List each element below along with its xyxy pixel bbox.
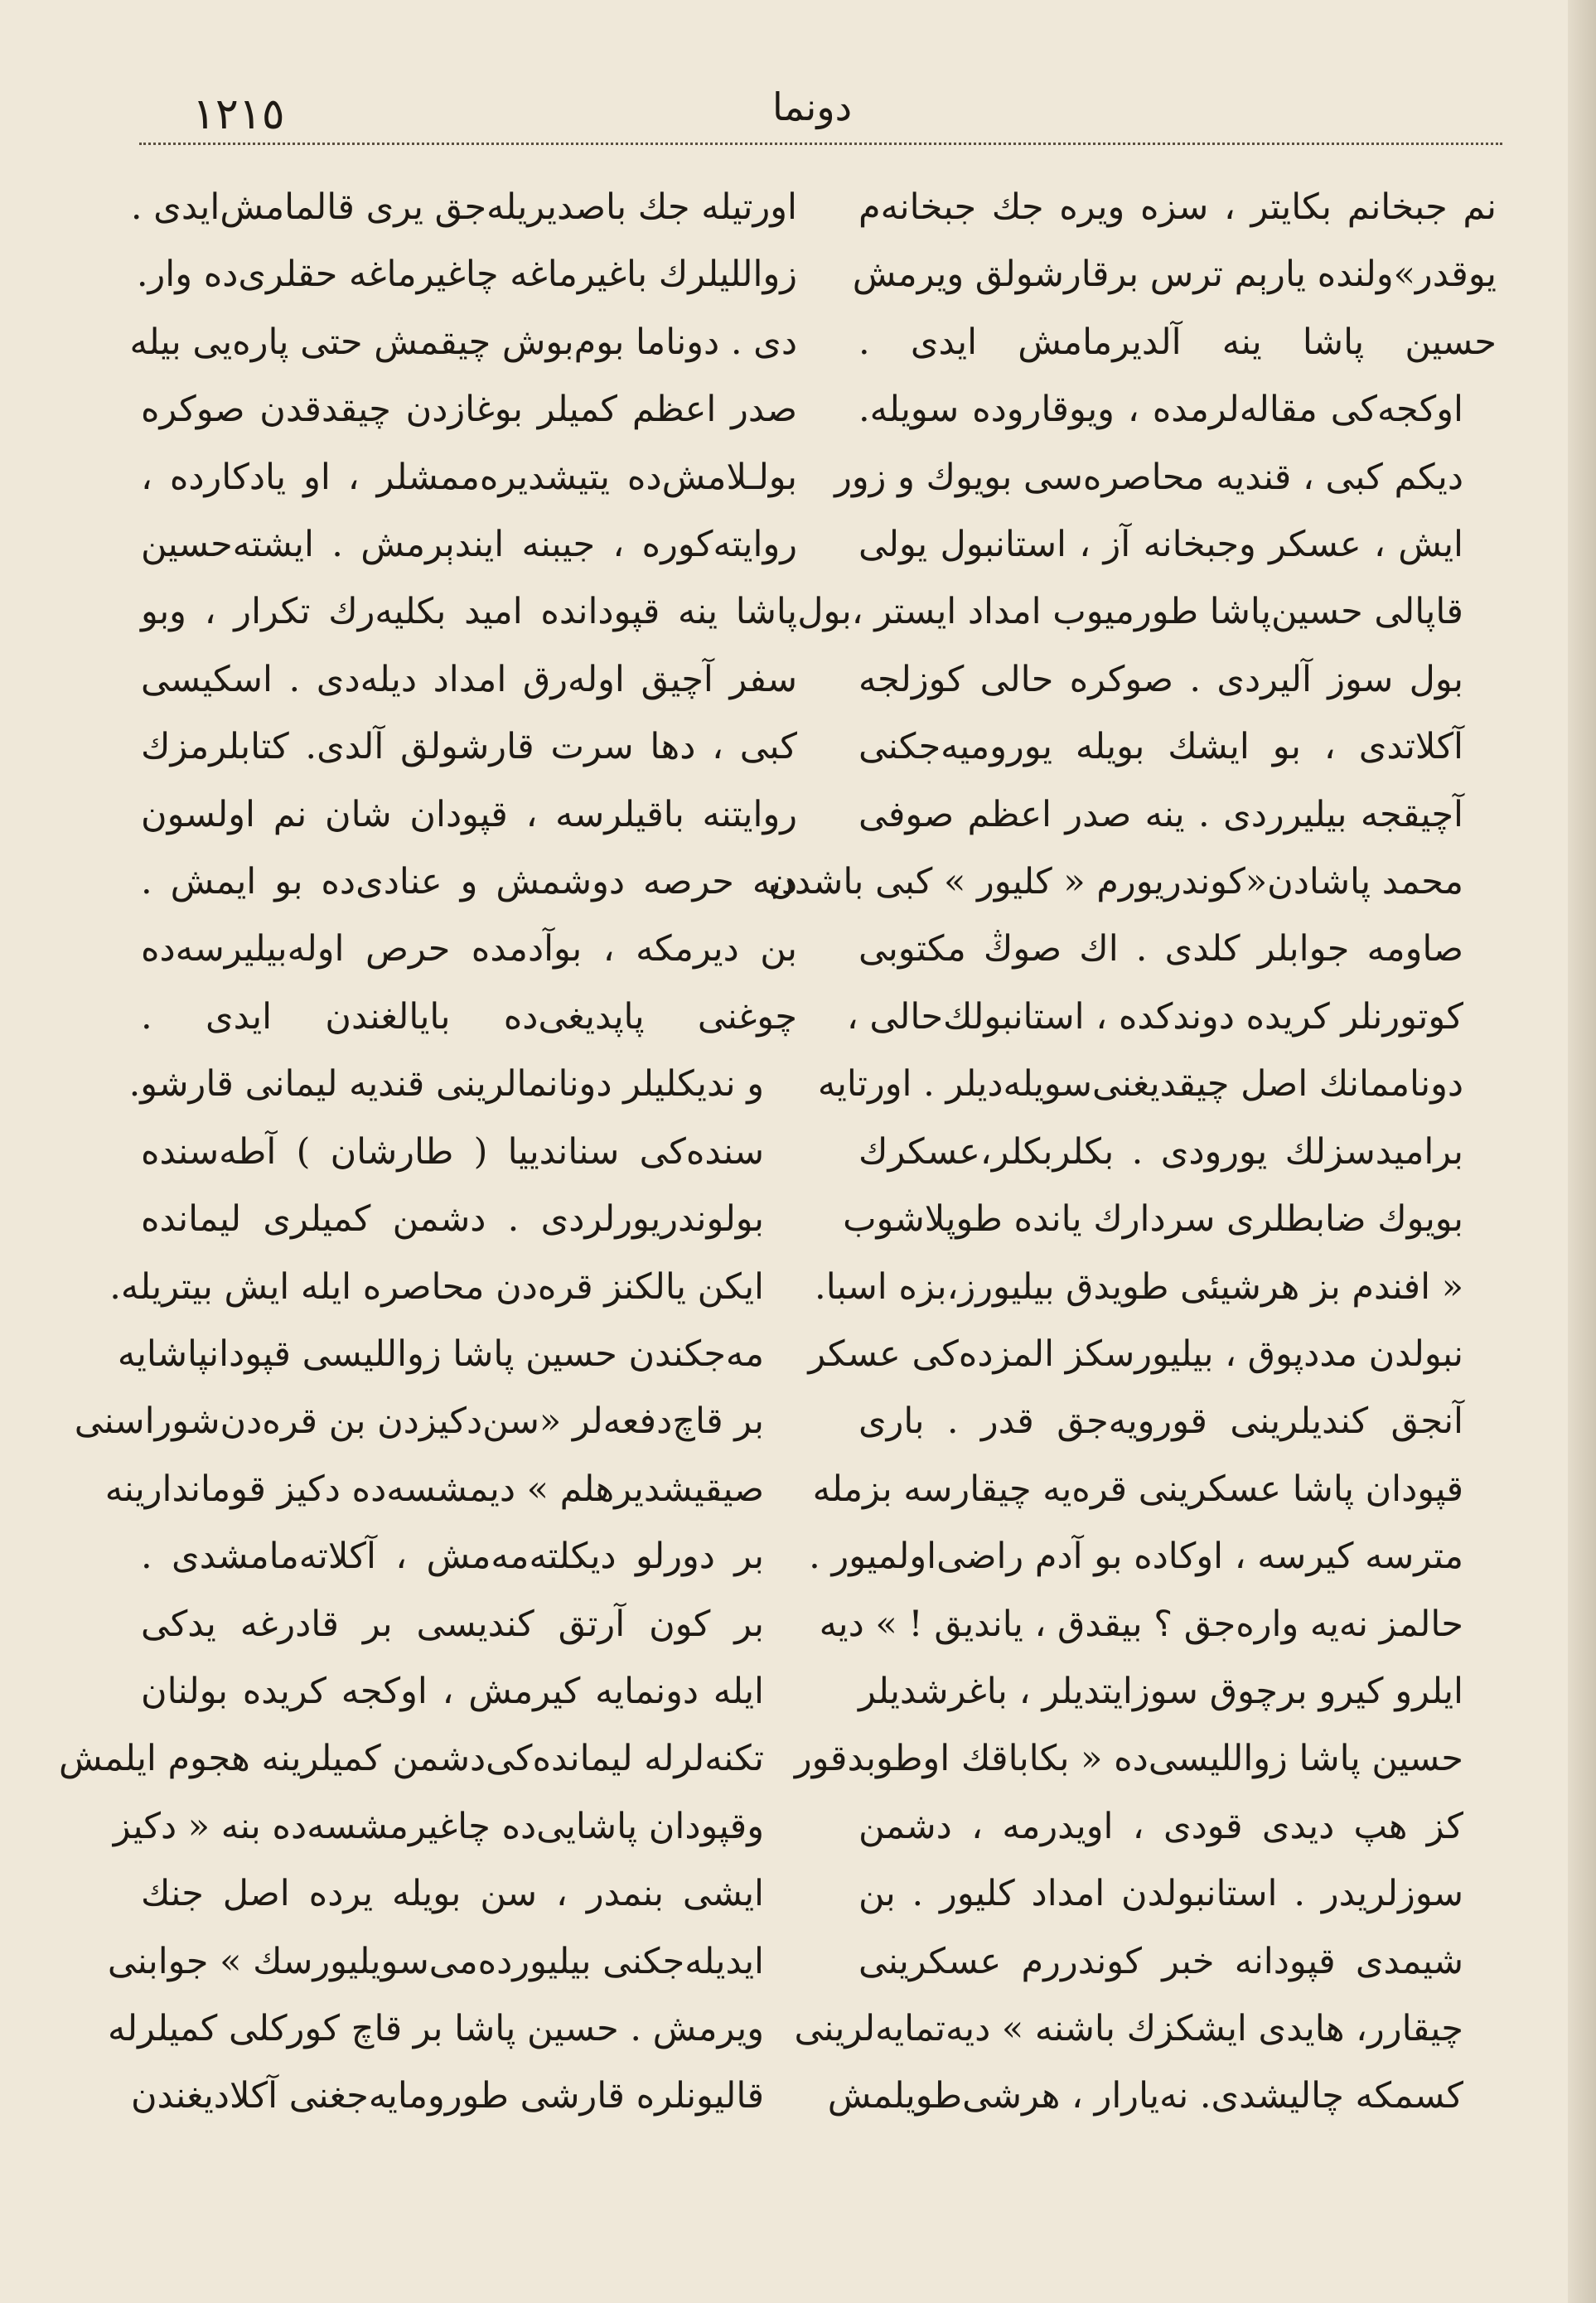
- text-line: بول سوز آليردی . صوکره حالی کوزلجه: [858, 658, 1463, 700]
- text-line: يوقدر»ولنده يارېم ترس برقارشولق ويرمش: [852, 254, 1497, 296]
- text-line: ايله دونمايه کيرمش ، اوکجه کريده بولنان: [141, 1670, 764, 1712]
- text-line: روايتنه باقيلرسه ، قپودان شان نم اولسون: [141, 793, 797, 835]
- text-line: قپودان پاشا عسکرينی قره‌يه چيقارسه بزمله: [812, 1468, 1463, 1510]
- paragraph: [129, 174, 797, 1051]
- text-line: آچيقجه بيليرردی . ينه صدر اعظم صوفی: [858, 793, 1463, 835]
- text-line: سوزلريدر . استانبولدن امداد کليور . بن: [858, 1873, 1463, 1915]
- text-line: آنجق کنديلرينی قورويه‌جق قدر . باری: [858, 1401, 1463, 1443]
- text-line: ايلرو کيرو برچوق سوزايتديلر ، باغرشديلر: [858, 1670, 1463, 1712]
- text-line: بولوندريورلردی . دشمن کميلری ليمانده: [141, 1198, 764, 1241]
- text-line: صدر اعظم کميلر بوغازدن چيقدقدن صوکره: [141, 389, 797, 431]
- text-line: زوالليلرك باغيرماغه چاغيرماغه حقلری‌ده وار.: [136, 254, 797, 296]
- text-line: بر کون آرتق کنديسی بر قادرغه يدکی: [141, 1603, 764, 1645]
- text-line: تکنه‌لرله ليمانده‌کی‌دشمن کميلرينه هجوم ايلمش: [59, 1738, 764, 1780]
- text-line: محمد پاشادن«کوندريورم « کليور » کبی باشدن: [768, 861, 1463, 903]
- text-line: حسين پاشا زوالليسی‌ده « بکاباقك اوطوبدقور: [794, 1738, 1463, 1780]
- text-line: دوناممانك اصل چيقديغنی‌سويله‌ديلر . اورتايه: [817, 1063, 1463, 1106]
- paragraph: [768, 376, 1497, 2131]
- text-line: بر دورلو ديکلته‌مه‌مش ، آکلاته‌مامشدی .: [141, 1536, 764, 1578]
- text-line: ديکم کبی ، قنديه محاصره‌سی بويوك و زور: [834, 456, 1463, 498]
- header-rule: [139, 143, 1502, 145]
- page-edge-shadow: [1568, 0, 1596, 2303]
- text-line: دی . دوناما بوم‌بوش چيقمش حتی پاره‌يی بيله: [129, 321, 797, 363]
- text-line: قاپالی حسين‌پاشا طورميوب امداد ايستر ،بول: [797, 591, 1463, 633]
- paragraph: [74, 1051, 797, 1590]
- text-line: ايکن يالکنز قره‌دن محاصره ايله ايش بيتريله.: [109, 1265, 764, 1308]
- text-line: آکلاتدی ، بو ايشك بويله يوروميه‌جکنی: [858, 726, 1463, 768]
- paragraph: [59, 1591, 797, 2131]
- text-line: سفر آچيق اوله‌رق امداد ديله‌دی . اسکيسی: [141, 658, 797, 700]
- text-line: بر قاچ‌دفعه‌لر «سن‌دکيزدن بن قره‌دن‌شوراسنی: [74, 1401, 764, 1443]
- text-line: ايديله‌جکنی بيليورده‌می‌سويليورسك » جوابنی: [107, 1940, 764, 1982]
- text-line: بولـلامش‌ده يتيشديره‌ممشلر ، او يادکارده ،: [141, 456, 797, 498]
- text-line: کز هپ ديدی قودی ، اويدرمه ، دشمن: [858, 1805, 1463, 1847]
- text-line: پاشا ينه قپودانده اميد بکليه‌رك تکرار ، وبو: [141, 591, 797, 633]
- text-line: شيمدی قپودانه خبر کوندررم عسکرينی: [858, 1940, 1463, 1982]
- text-line: چيقارر، هايدی ايشکزك باشنه » ديه‌تمايه‌لرينی: [794, 2007, 1463, 2049]
- text-line: کسمکه چاليشدی. نه‌يارار ، هرشی‌طويلمش: [827, 2075, 1463, 2117]
- text-line: اورتيله جك باصديريله‌جق يری قالمامش‌ايدی .: [130, 186, 797, 228]
- text-line: حالمز نه‌يه واره‌جق ؟ بيقدق ، يانديق ! » ديه: [819, 1603, 1463, 1645]
- text-column-left: [59, 174, 797, 2262]
- text-line: بن ديرمکه ، بوآدمده حرص اوله‌بيليرسه‌ده: [141, 928, 797, 970]
- text-line: مترسه کيرسه ، اوکاده بو آدم راضی‌اولميور .: [809, 1536, 1463, 1578]
- text-line: ويرمش . حسين پاشا بر قاچ کورکلی کميلرله: [107, 2007, 764, 2049]
- text-line: کبی ، دها سرت قارشولق آلدی. کتابلرمزك: [141, 726, 797, 768]
- text-line: و نديکليلر دونانمالرينی قنديه ليمانی قارشو.: [128, 1063, 764, 1106]
- text-line: مه‌جکندن حسين پاشا زوالليسی قپودانپاشايه: [117, 1333, 764, 1375]
- text-line: نبولدن مددپوق ، بيليورسکز المزده‌کی عسکر: [808, 1333, 1463, 1375]
- text-line: چوغنی پاپديغی‌ده بايالغندن ايدی .: [141, 995, 797, 1038]
- text-column-right: [768, 174, 1497, 2262]
- text-line: « افندم بز هرشيئی طويدق بيليورز،بزه اسبا.: [815, 1265, 1463, 1308]
- text-line: صاومه جوابلر کلدی . اك صوڭ مکتوبی: [858, 928, 1463, 970]
- text-line: سنده‌کی سناندييا ( طارشان ) آطه‌سنده: [141, 1130, 764, 1173]
- text-line: وقپودان پاشايی‌ده چاغيرمشسه‌ده بنه « دکيز: [113, 1805, 764, 1847]
- text-line: روايته‌کوره ، جيبنه ايندېرمش . ايشته‌حسين: [141, 524, 797, 566]
- text-line: کوتورنلر کريده دوندکده ، استانبولك‌حالی ،: [846, 995, 1463, 1038]
- text-line: ايش ، عسکر وجبخانه آز ، استانبول يولی: [858, 524, 1463, 566]
- text-line: ديه حرصه دوشمش و عنادی‌ده بو ايمش .: [141, 861, 797, 903]
- text-line: ايشی بنمدر ، سن بويله يرده اصل جنك: [141, 1873, 764, 1915]
- text-line: بويوك ضابطلری سردارك يانده طوپلاشوب: [843, 1198, 1463, 1241]
- text-line: حسين پاشا ينه آلديرمامش ايدی .: [858, 321, 1497, 363]
- text-line: نم جبخانم بکايتر ، سزه ويره جك جبخانه‌م: [858, 186, 1497, 228]
- page-number: ١٢١٥: [192, 90, 285, 139]
- text-line: صيقيشديرهلم » ديمشسه‌ده دکيز قوماندارينه: [104, 1468, 764, 1510]
- paragraph: [852, 174, 1497, 376]
- text-line: براميدسزلك يورودی . بکلربکلر،عسکرك: [858, 1130, 1463, 1173]
- text-line: اوکجه‌کی مقاله‌لرمده ، ويوقاروده سويله‌.: [858, 389, 1463, 431]
- text-line: قاليونلره قارشی طورومايه‌جغنی آکلاديغندن: [130, 2075, 764, 2117]
- running-title: دونما: [771, 85, 853, 129]
